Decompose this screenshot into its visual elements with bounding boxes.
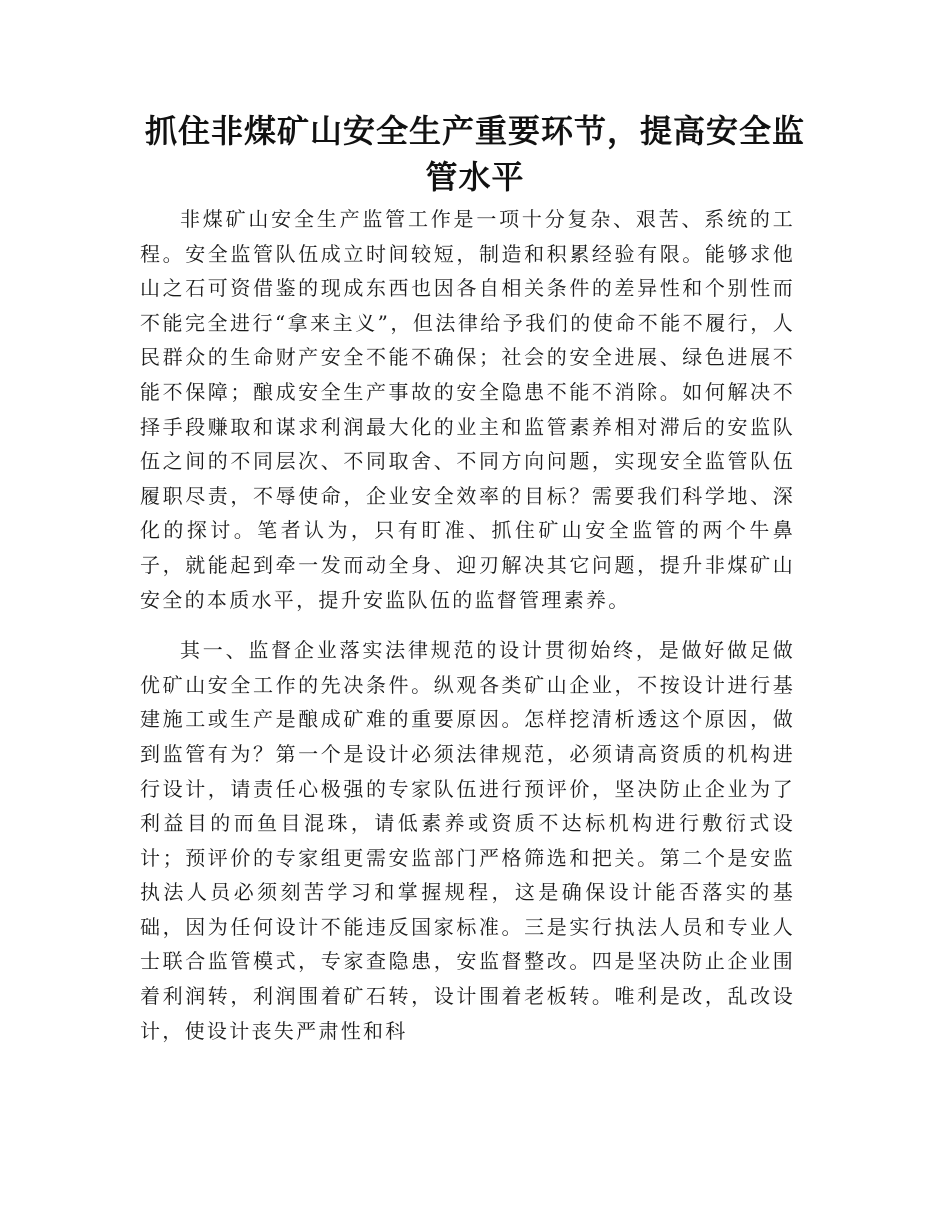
paragraph-first-point: 其一、监督企业落实法律规范的设计贯彻始终，是做好做足做优矿山安全工作的先决条件。纵观各类矿山企业，不按设计进行基建施工或生产是酿成矿难的重要原因。怎样挖清析透这个原因，做到监管有为？第一个是设计必须法律规范，必须请高资质的机构进行设计，请责任心极强的专家队伍进行预评价，坚决防止企业为了利益目的而鱼目混珠，请低素养或资质不达标机构进行敷衍式设计；预评价的专家组更需安监部门严格筛选和把关。第二个是安监执法人员必须刻苦学习和掌握规程，这是确保设计能否落实的基础，因为任何设计不能违反国家标准。三是实行执法人员和专业人士联合监管模式，专家查隐患，安监督整改。四是坚决防止企业围着利润转，利润围着矿石转，设计围着老板转。唯利是改，乱改设计，使设计丧失严肃性和科	[140, 638, 795, 1043]
paragraph-intro: 非煤矿山安全生产监管工作是一项十分复杂、艰苦、系统的工程。安全监管队伍成立时间较短，制造和积累经验有限。能够求他山之石可资借鉴的现成东西也因各自相关条件的差异性和个别性而不能完全进行“拿来主义”，但法律给予我们的使命不能不履行，人民群众的生命财产安全不能不确保；社会的安全进展、绿色进展不能不保障；酿成安全生产事故的安全隐患不能不消除。如何解决不择手段赚取和谋求利润最大化的业主和监管素养相对滞后的安监队伍之间的不同层次、不同取舍、不同方向问题，实现安全监管队伍履职尽责，不辱使命，企业安全效率的目标？需要我们科学地、深化的探讨。笔者认为，只有盯准、抓住矿山安全监管的两个牛鼻子，就能起到牵一发而动全身、迎刃解决其它问题，提升非煤矿山安全的本质水平，提升安监队伍的监督管理素养。	[140, 207, 795, 612]
document-title: 抓住非煤矿山安全生产重要环节，提高安全监管水平	[144, 112, 805, 196]
document-body	[140, 202, 795, 1048]
